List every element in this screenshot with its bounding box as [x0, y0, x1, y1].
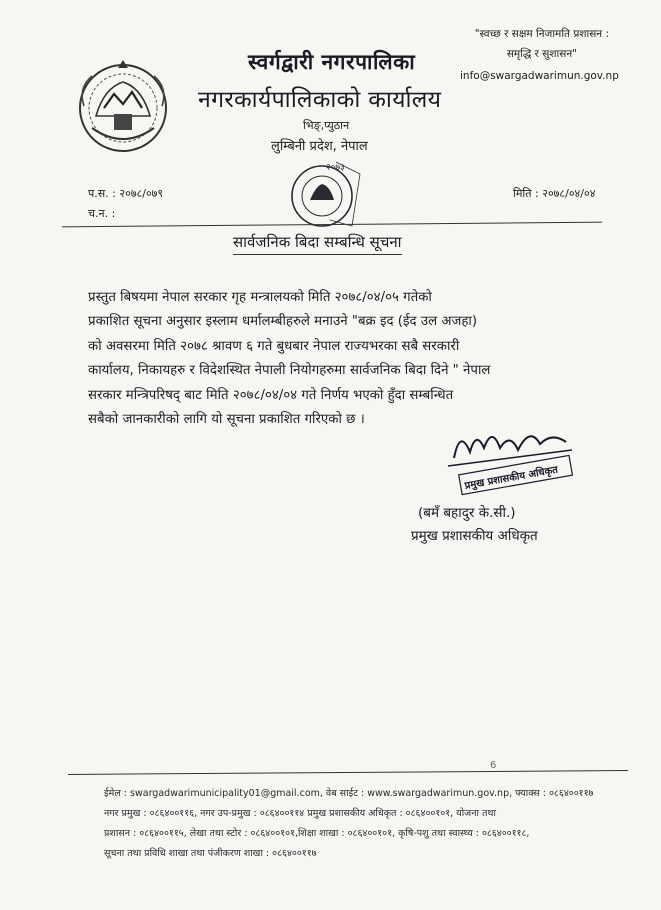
page-mark: 6	[490, 760, 497, 771]
address-line-2: लुम्बिनी प्रदेश, नेपाल	[271, 139, 368, 154]
signature-stamp-icon	[440, 418, 580, 500]
signer-name: (बमँ बहादुर के.सी.)	[418, 505, 516, 521]
footer-divider	[68, 770, 628, 775]
office-email: info@swargadwarimun.gov.np	[460, 70, 619, 82]
dispatch-number: च.न. :	[88, 207, 116, 220]
notice-line: प्रस्तुत बिषयमा नेपाल सरकार गृह मन्त्रालयको मिति २०७८/०४/०५ गतेको	[88, 290, 432, 305]
notice-line: सरकार मन्त्रिपरिषद् बाट मिति २०७८/०४/०४ गते निर्णय भएको हुँदा सम्बन्धित	[88, 387, 454, 403]
nepal-emblem-icon	[74, 58, 172, 154]
footer-line: सूचना तथा प्रविधि शाखा तथा पंजीकरण शाखा : ०८६४००११७	[104, 848, 317, 859]
reference-number: प.स. : २०७८/०७९	[88, 187, 164, 200]
stamp-text: प्रमुख प्रशासकीय अधिकृत	[463, 464, 559, 492]
municipality-name: स्वर्गद्वारी नगरपालिका	[248, 50, 416, 74]
notice-body	[88, 286, 586, 432]
notice-line: प्रकाशित सूचना अनुसार इस्लाम धर्मालम्बीहरुले मनाउने "बक्र इद (ईद उल अजहा)	[88, 314, 478, 330]
footer-line: ईमेल : swargadwarimunicipality01@gmail.com, वेब साईट : www.swargadwarimun.gov.np, फ्याक्स : ०८६४००११७	[104, 788, 594, 799]
letter-date: मिति : २०७८/०४/०४	[513, 187, 596, 200]
footer-line: प्रशासन : ०८६४००११५, लेखा तथा स्टोर : ०८६४००१०१,शिक्षा शाखा : ०८६४००१०१, कृषि-पशु तथा स्वास्थ्य : ०८६४००११८,	[104, 828, 530, 839]
notice-line: सबैको जानकारीको लागि यो सूचना प्रकाशित गरिएको छ ।	[88, 412, 365, 428]
seal-year: २०७३	[326, 163, 345, 173]
notice-title: सार्वजनिक बिदा सम्बन्धि सूचना	[233, 232, 402, 255]
office-seal-icon	[286, 156, 366, 232]
notice-line: को अवसरमा मिति २०७८ श्रावण ६ गते बुधबार नेपाल राज्यभरका सबै सरकारी	[88, 338, 460, 354]
motto-line-2: समृद्धि र सुशासन"	[506, 48, 577, 60]
notice-line: कार्यालय, निकायहरु र विदेशस्थित नेपाली नियोगहरुमा सार्वजनिक बिदा दिने " नेपाल	[88, 363, 491, 379]
address-line-1: भिङ्‌,प्युठान	[303, 119, 350, 132]
office-name: नगरकार्यपालिकाको कार्यालय	[198, 87, 442, 113]
footer-line: नगर प्रमुख : ०८६४००११६, नगर उप-प्रमुख : ०८६४००११४ प्रमुख प्रशासकीय अधिकृत : ०८६४००१०१, योजना तथा	[104, 808, 496, 819]
footer-contacts	[104, 784, 624, 864]
motto	[475, 24, 609, 64]
motto-line-1: "स्वच्छ र सक्षम निजामति प्रशासन :	[474, 28, 609, 40]
signer-title: प्रमुख प्रशासकीय अधिकृत	[411, 528, 538, 544]
